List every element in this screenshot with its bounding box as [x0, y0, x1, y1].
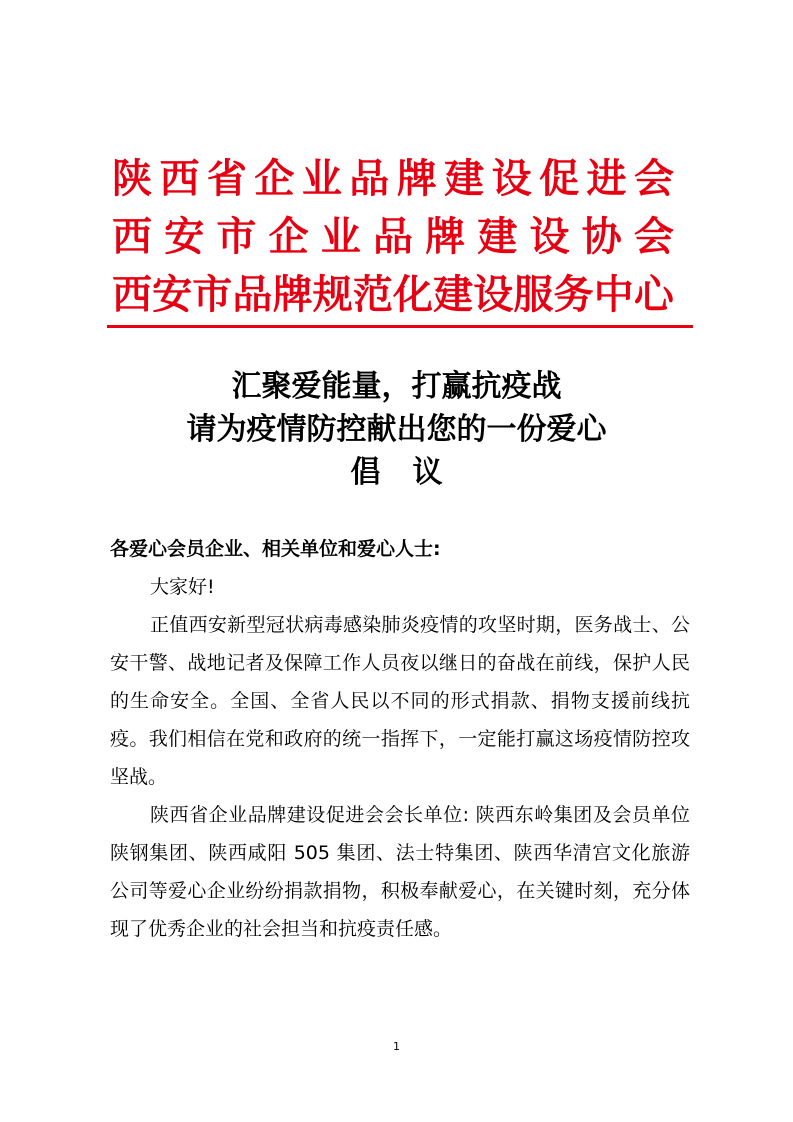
letterhead-char: 西 — [112, 213, 152, 260]
letterhead-char: 西 — [112, 271, 152, 318]
letterhead-char: 业 — [301, 155, 342, 202]
letterhead-char: 安 — [164, 213, 205, 260]
letterhead-char: 企 — [254, 155, 295, 202]
paragraph-1: 正值西安新型冠状病毒感染肺炎疫情的攻坚时期，医务战士、公安干警、战地记者及保障工作人员夜以继日的奋战在前线，保护人民的生命安全。全国、全省人民以不同的形式捐款、捐物支援前线抗疫。我们相信在党和政府的统一指挥下，一定能打赢这场疫情防控攻坚战。 — [110, 614, 690, 788]
letterhead-char: 省 — [206, 155, 247, 202]
letterhead-char: 建 — [433, 271, 474, 318]
letterhead-char: 西 — [159, 155, 200, 202]
letterhead-char: 市 — [192, 271, 233, 318]
letterhead-char: 品 — [349, 155, 390, 202]
letterhead-char: 业 — [320, 213, 361, 260]
letterhead-char: 品 — [372, 213, 413, 260]
letterhead-char: 陕 — [112, 155, 152, 202]
letterhead-char: 牌 — [272, 271, 313, 318]
title-line-2: 请为疫情防控献出您的一份爱心 — [186, 412, 607, 447]
letterhead-char: 协 — [581, 213, 622, 260]
page-number: 1 — [393, 1040, 400, 1053]
letterhead-char: 心 — [633, 271, 674, 318]
letterhead-char: 安 — [152, 271, 193, 318]
letterhead-char: 建 — [477, 213, 518, 260]
letterhead-char: 会 — [633, 155, 674, 202]
letterhead-char: 市 — [216, 213, 257, 260]
letterhead-char: 服 — [513, 271, 554, 318]
letterhead-char: 会 — [633, 213, 674, 260]
document-body — [110, 530, 690, 948]
letterhead-char: 企 — [268, 213, 309, 260]
letterhead-char: 设 — [529, 213, 570, 260]
document-title — [0, 365, 793, 494]
paragraph-2: 陕西省企业品牌建设促进会会长单位: 陕西东岭集团及会员单位陕钢集团、陕西咸阳 505 集团、法士特集团、陕西华清宫文化旅游公司等爱心企业纷纷捐款捐物，积极奉献爱心，在关键时刻，充分体现了优秀企业的社会担当和抗疫责任感。 — [110, 804, 690, 940]
letterhead — [112, 150, 674, 324]
letterhead-char: 进 — [586, 155, 627, 202]
letterhead-line-2 — [112, 208, 674, 266]
title-line-1: 汇聚爱能量，打赢抗疫战 — [231, 369, 562, 404]
letterhead-char: 促 — [539, 155, 580, 202]
letterhead-char: 务 — [553, 271, 594, 318]
salutation: 各爱心会员企业、相关单位和爱心人士: — [110, 538, 441, 560]
letterhead-char: 设 — [491, 155, 532, 202]
letterhead-line-1 — [112, 150, 674, 208]
letterhead-divider — [107, 325, 693, 328]
letterhead-char: 中 — [593, 271, 634, 318]
letterhead-char: 牌 — [396, 155, 437, 202]
letterhead-char: 建 — [444, 155, 485, 202]
letterhead-char: 规 — [312, 271, 353, 318]
letterhead-char: 品 — [232, 271, 273, 318]
letterhead-char: 牌 — [425, 213, 466, 260]
letterhead-char: 范 — [352, 271, 393, 318]
letterhead-char: 设 — [473, 271, 514, 318]
letterhead-char: 化 — [392, 271, 433, 318]
letterhead-line-3 — [112, 266, 674, 324]
greeting: 大家好! — [150, 576, 215, 598]
title-line-3: 倡议 — [350, 455, 475, 490]
